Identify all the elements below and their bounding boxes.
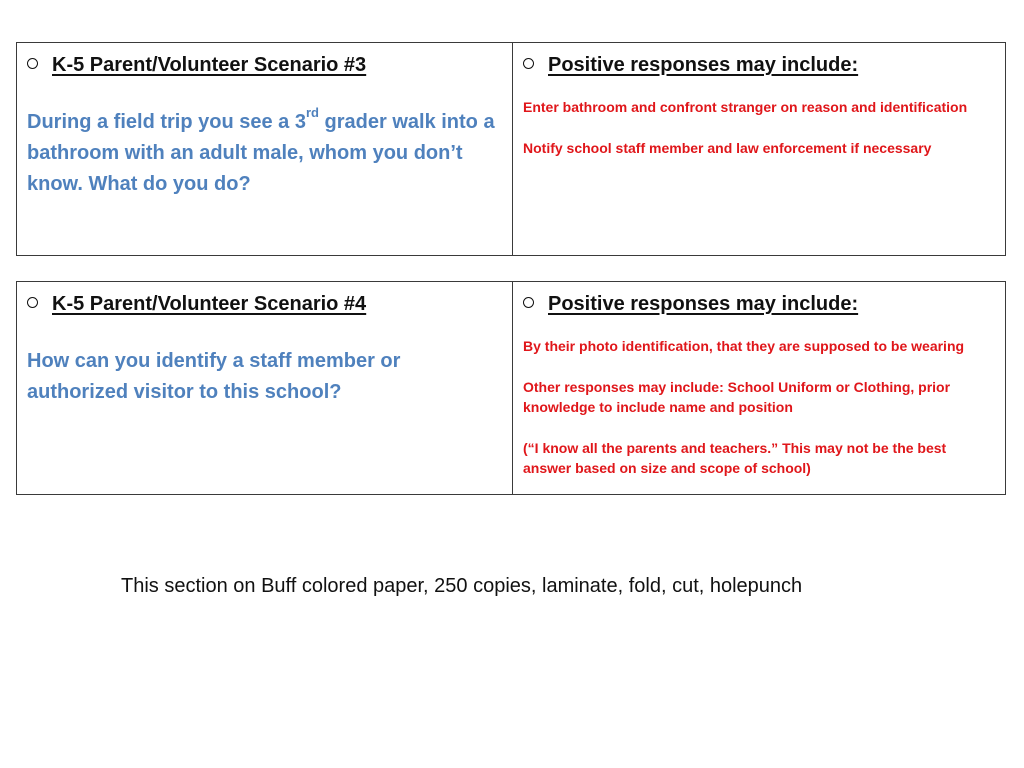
hollow-circle-bullet-icon bbox=[27, 58, 38, 69]
scenario-4-heading-row bbox=[27, 292, 502, 316]
scenario-3-question-cell bbox=[17, 43, 513, 255]
scenario-3-response-heading: Positive responses may include: bbox=[548, 54, 859, 76]
scenario-3-card bbox=[16, 42, 1006, 256]
scenario-3-heading: K-5 Parent/Volunteer Scenario #3 bbox=[52, 54, 367, 76]
scenario-4-response-2: Other responses may include: School Uniform or Clothing, prior knowledge to include name and position bbox=[523, 379, 951, 415]
scenario-4-question-cell bbox=[17, 282, 513, 494]
hollow-circle-bullet-icon bbox=[27, 297, 38, 308]
scenario-3-heading-row bbox=[27, 53, 502, 77]
scenario-4-response-heading-row bbox=[523, 292, 995, 316]
hollow-circle-bullet-icon bbox=[523, 297, 534, 308]
scenario-3-response-1: Enter bathroom and confront stranger on reason and identification bbox=[523, 99, 968, 115]
scenario-4-response-heading: Positive responses may include: bbox=[548, 293, 859, 315]
scenario-3-response-2: Notify school staff member and law enforcement if necessary bbox=[523, 140, 932, 156]
printing-instructions-note: This section on Buff colored paper, 250 copies, laminate, fold, cut, holepunch bbox=[121, 575, 803, 597]
scenario-4-response-3: (“I know all the parents and teachers.” This may not be the best answer based on size and scope of school) bbox=[523, 440, 947, 476]
scenario-3-question-start: During a field trip you see a 3 bbox=[27, 111, 306, 133]
hollow-circle-bullet-icon bbox=[523, 58, 534, 69]
scenario-3-question bbox=[27, 107, 502, 200]
scenario-3-response-cell bbox=[513, 43, 1005, 255]
scenario-3-question-end: grader walk into a bathroom with an adult male, whom you don’t know. What do you do? bbox=[27, 111, 495, 195]
scenario-3-response-heading-row bbox=[523, 53, 995, 77]
scenario-3-question-sup: rd bbox=[305, 105, 319, 121]
scenario-4-card bbox=[16, 281, 1006, 495]
scenario-4-response-cell bbox=[513, 282, 1005, 494]
scenario-4-question: How can you identify a staff member or authorized visitor to this school? bbox=[27, 350, 401, 403]
scenario-4-response-1: By their photo identification, that they are supposed to be wearing bbox=[523, 338, 965, 354]
scenario-4-heading: K-5 Parent/Volunteer Scenario #4 bbox=[52, 293, 367, 315]
